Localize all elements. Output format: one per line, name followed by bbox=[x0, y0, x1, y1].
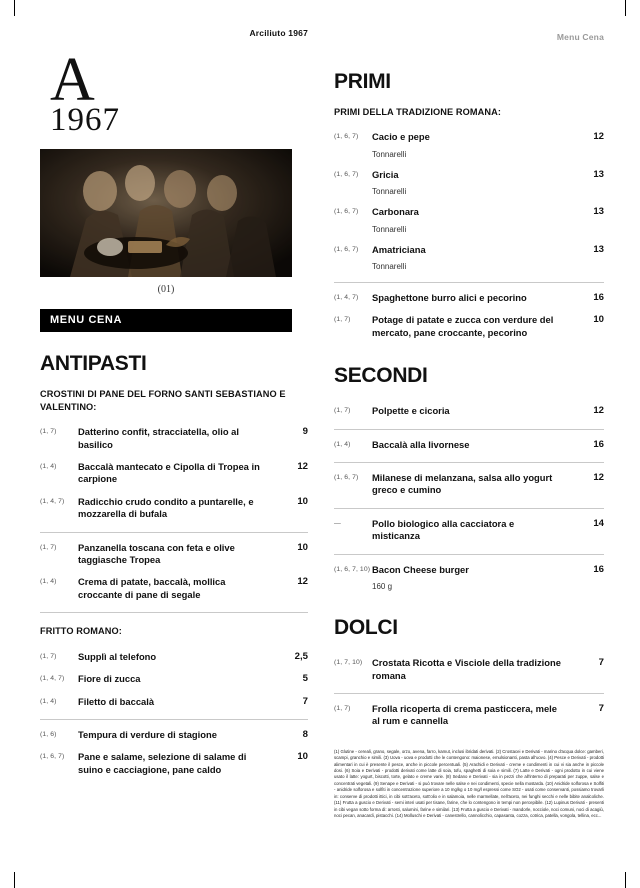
item-name: Pollo biologico alla cacciatora e misticanza bbox=[372, 517, 515, 542]
menu-item bbox=[40, 646, 308, 668]
divider bbox=[334, 554, 604, 555]
menu-item bbox=[40, 456, 308, 491]
divider bbox=[334, 282, 604, 283]
item-name: Carbonara bbox=[372, 206, 419, 218]
item-price: 10 bbox=[593, 314, 604, 326]
item-price: 12 bbox=[593, 472, 604, 484]
crop-mark-top-left bbox=[14, 0, 15, 16]
item-price: 12 bbox=[593, 405, 604, 417]
divider bbox=[334, 693, 604, 694]
antipasti-group-1 bbox=[40, 421, 308, 613]
item-price: 13 bbox=[593, 206, 604, 218]
crop-mark-bottom-left bbox=[14, 872, 15, 888]
menu-item bbox=[334, 287, 604, 309]
painting-illustration bbox=[40, 149, 292, 277]
section-title-antipasti: ANTIPASTI bbox=[40, 352, 147, 376]
allergen-codes: (1, 4, 7) bbox=[334, 294, 359, 302]
item-name: Bacon Cheese burger bbox=[372, 563, 469, 575]
allergen-codes: (1, 6, 7) bbox=[334, 474, 359, 482]
left-column bbox=[36, 28, 308, 874]
subsection-crostini: CROSTINI DI PANE DEL FORNO SANTI SEBASTIANO E VALENTINO: bbox=[40, 389, 286, 412]
item-name: Milanese di melanzana, salsa allo yogurt greco e cumino bbox=[372, 472, 553, 496]
allergen-codes: (1, 6, 7) bbox=[334, 133, 359, 141]
allergen-codes: (1, 7) bbox=[40, 652, 57, 660]
menu-item bbox=[334, 400, 604, 422]
item-price: 14 bbox=[593, 517, 604, 529]
secondi-group-1 bbox=[334, 400, 604, 596]
menu-item bbox=[40, 571, 308, 606]
item-name: Polpette e cicoria bbox=[372, 405, 450, 417]
menu-item bbox=[40, 421, 308, 456]
menu-item bbox=[334, 201, 604, 223]
item-price: 16 bbox=[593, 563, 604, 575]
subsection-primi-tradizione: PRIMI DELLA TRADIZIONE ROMANA: bbox=[334, 107, 502, 117]
item-price: 13 bbox=[593, 243, 604, 255]
menu-item-desc-row bbox=[334, 186, 604, 201]
crop-mark-top-right bbox=[625, 0, 626, 16]
item-price: 5 bbox=[302, 673, 308, 685]
menu-item-desc-row bbox=[334, 261, 604, 276]
menu-item bbox=[334, 239, 604, 261]
menu-item bbox=[334, 559, 604, 581]
allergen-codes: (1, 4) bbox=[40, 578, 57, 586]
item-description: Tonnarelli bbox=[372, 224, 407, 234]
allergen-codes: (1, 4) bbox=[40, 697, 57, 705]
item-name: Crema di patate, baccalà, mollica croccante di pane di segale bbox=[78, 576, 226, 600]
artwork-caption: (01) bbox=[157, 284, 175, 296]
menu-item bbox=[40, 724, 308, 746]
page-header-right bbox=[334, 32, 604, 50]
item-description: Tonnarelli bbox=[372, 149, 407, 159]
item-name: Panzanella toscana con feta e olive taggiasche Tropea bbox=[78, 541, 235, 566]
menu-item bbox=[40, 668, 308, 690]
primi-group-1 bbox=[334, 126, 604, 344]
item-name: Cacio e pepe bbox=[372, 131, 430, 143]
logo-year: 1967 bbox=[50, 102, 120, 139]
allergen-codes: (1, 4) bbox=[334, 440, 351, 448]
item-description: Tonnarelli bbox=[372, 262, 407, 272]
item-name: Amatriciana bbox=[372, 243, 426, 255]
item-price: 13 bbox=[593, 168, 604, 180]
allergen-codes: — bbox=[334, 519, 341, 527]
item-price: 2,5 bbox=[294, 650, 308, 662]
item-description: Tonnarelli bbox=[372, 187, 407, 197]
divider bbox=[40, 719, 308, 720]
allergen-codes: (1, 7) bbox=[334, 407, 351, 415]
subsection-fritto-romano: FRITTO ROMANO: bbox=[40, 626, 122, 637]
item-name: Datterino confit, stracciatella, olio al basilico bbox=[78, 426, 239, 450]
fritto-group-1 bbox=[40, 646, 308, 781]
allergen-codes: (1, 4, 7) bbox=[40, 675, 65, 683]
item-name: Baccalà mantecato e Cipolla di Tropea in carpione bbox=[78, 461, 260, 485]
menu-item bbox=[40, 537, 308, 572]
section-title-secondi: SECONDI bbox=[334, 364, 428, 388]
item-name: Pane e salame, selezione di salame di suino e cacciagione, pane caldo bbox=[78, 751, 247, 775]
item-name: Potage di patate e zucca con verdure del mercato, pane croccante, pecorino bbox=[372, 314, 554, 338]
item-name: Crostata Ricotta e Visciole della tradizione romana bbox=[372, 657, 561, 681]
artwork-image bbox=[40, 149, 292, 277]
item-name: Tempura di verdure di stagione bbox=[78, 728, 217, 740]
item-price: 12 bbox=[297, 576, 308, 588]
allergen-codes: (1, 6) bbox=[40, 730, 57, 738]
menu-item bbox=[40, 691, 308, 713]
item-name: Filetto di baccalà bbox=[78, 695, 155, 707]
allergen-codes: (1, 6, 7) bbox=[334, 208, 359, 216]
allergen-codes: (1, 6, 7) bbox=[40, 753, 65, 761]
right-column bbox=[334, 28, 604, 874]
allergen-codes: (1, 7) bbox=[40, 428, 57, 436]
allergen-codes: (1, 7) bbox=[40, 543, 57, 551]
item-price: 12 bbox=[297, 461, 308, 473]
item-name: Fiore di zucca bbox=[78, 673, 141, 685]
menu-item bbox=[334, 698, 604, 733]
item-name: Frolla ricoperta di crema pasticcera, mele al rum e cannella bbox=[372, 702, 557, 727]
item-price: 7 bbox=[302, 695, 308, 707]
artwork-block bbox=[40, 149, 292, 295]
allergen-codes: (1, 7, 10) bbox=[334, 659, 363, 667]
divider bbox=[334, 429, 604, 430]
item-description: 160 g bbox=[372, 582, 393, 592]
allergen-codes: (1, 4, 7) bbox=[40, 497, 65, 505]
menu-item-desc-row bbox=[334, 149, 604, 164]
item-name: Gricia bbox=[372, 168, 399, 180]
menu-item bbox=[334, 652, 604, 687]
item-name: Supplì al telefono bbox=[78, 650, 157, 662]
item-name: Spaghettone burro alici e pecorino bbox=[372, 292, 527, 304]
item-price: 9 bbox=[302, 426, 308, 438]
item-price: 12 bbox=[593, 131, 604, 143]
item-price: 10 bbox=[297, 495, 308, 507]
menu-item-desc-row bbox=[334, 224, 604, 239]
logo bbox=[50, 46, 308, 139]
allergen-codes: (1, 6, 7) bbox=[334, 245, 359, 253]
item-price: 8 bbox=[302, 728, 308, 740]
menu-item bbox=[40, 746, 308, 781]
divider bbox=[40, 532, 308, 533]
item-price: 7 bbox=[598, 657, 604, 669]
menu-item bbox=[40, 491, 308, 526]
menu-item-desc-row bbox=[334, 581, 604, 596]
item-price: 16 bbox=[593, 292, 604, 304]
menu-item bbox=[334, 434, 604, 456]
divider bbox=[334, 508, 604, 509]
section-title-primi: PRIMI bbox=[334, 70, 391, 93]
item-price: 7 bbox=[598, 702, 604, 714]
logo-letter: A bbox=[50, 46, 94, 114]
crop-mark-bottom-right bbox=[625, 872, 626, 888]
divider bbox=[334, 462, 604, 463]
page-header-left bbox=[36, 28, 308, 46]
allergen-codes: (1, 4) bbox=[40, 463, 57, 471]
menu-cena-banner: MENU CENA bbox=[40, 309, 292, 332]
allergen-codes: (1, 6, 7) bbox=[334, 170, 359, 178]
allergen-codes: (1, 7) bbox=[334, 316, 351, 324]
item-name: Baccalà alla livornese bbox=[372, 438, 470, 450]
menu-item bbox=[334, 309, 604, 344]
divider bbox=[40, 612, 308, 613]
menu-item bbox=[334, 164, 604, 186]
allergen-legend: (1) Glutine - cereali, grano, segale, orzo, avena, farro, kamut, inclusi ibridati derivati. (2) Crostacei e Derivati - marino d'acqua dolce: gamberi, scampi, granchio e simili. (3) Uova - uova e prodotti che le contengono: maionese, emulsionanti, pasta all'uovo. (4) Pesce e Derivati - prodotti alimentari in cui è presente il pesce, anche in piccole percentuali. (5) Arachidi e Derivati - creme e condimenti in cui vi sia anche in piccole dosi. (6) Soia e Derivati - prodotti derivati come latte di soia, tofu, spaghetti di soia e simili. (7) Latte e Derivati - ogni prodotto in cui viene usato il latte: yogurt, biscotti, torte, gelato e creme varie. (8) Sedano e Derivati - sia in pezzi che all'interno di preparati per zuppe, salse e concentrati vegetali. (9) Senape e Derivati - si può trovare nelle salse e nei condimenti, specie nella mostarda. (10) Anidride solforosa e Solfiti - anidride solforosa e solfiti in concentrazione superiore a 10 mg/kg o 10 mg/l espressi come SO2 - usati come conservanti, possiamo trovarli in: conserve di prodotti ittici, in cibi sott'aceto, sott'olio e in salamoia, nelle marmellate, nell'aceto, nei funghi secchi e nelle bibite analcoliche. (11) Frutta a guscio e Derivati - semi interi usati per tisane, farine, che lo contengono in tempi non percepibile. (12) Lupinus Derivati - presenti in cibi vegan sotto forma di: arrosti, salumini, farine e similari. (13) Frutta a guscio e Derivati - mandorle, nocciole, noci comuni, noci di acagiù, noci pecan, anacardi, pistacchi. (14) Molluschi e Derivati - canestrello, cannolicchio, capasanta, cozza, cotrica, patella, vongola, tellina, ecc... bbox=[334, 748, 604, 819]
menu-label: Menu Cena bbox=[556, 32, 604, 42]
menu-item bbox=[334, 467, 604, 502]
dolci-group-1 bbox=[334, 652, 604, 733]
item-price: 10 bbox=[297, 751, 308, 763]
item-name: Radicchio crudo condito a puntarelle, e mozzarella di bufala bbox=[78, 495, 254, 520]
item-price: 10 bbox=[297, 541, 308, 553]
section-title-dolci: DOLCI bbox=[334, 616, 398, 640]
item-price: 16 bbox=[593, 438, 604, 450]
allergen-codes: (1, 6, 7, 10) bbox=[334, 565, 371, 573]
menu-item bbox=[334, 513, 604, 548]
restaurant-name: Arciliuto 1967 bbox=[249, 28, 308, 38]
allergen-codes: (1, 7) bbox=[334, 704, 351, 712]
menu-item bbox=[334, 126, 604, 148]
